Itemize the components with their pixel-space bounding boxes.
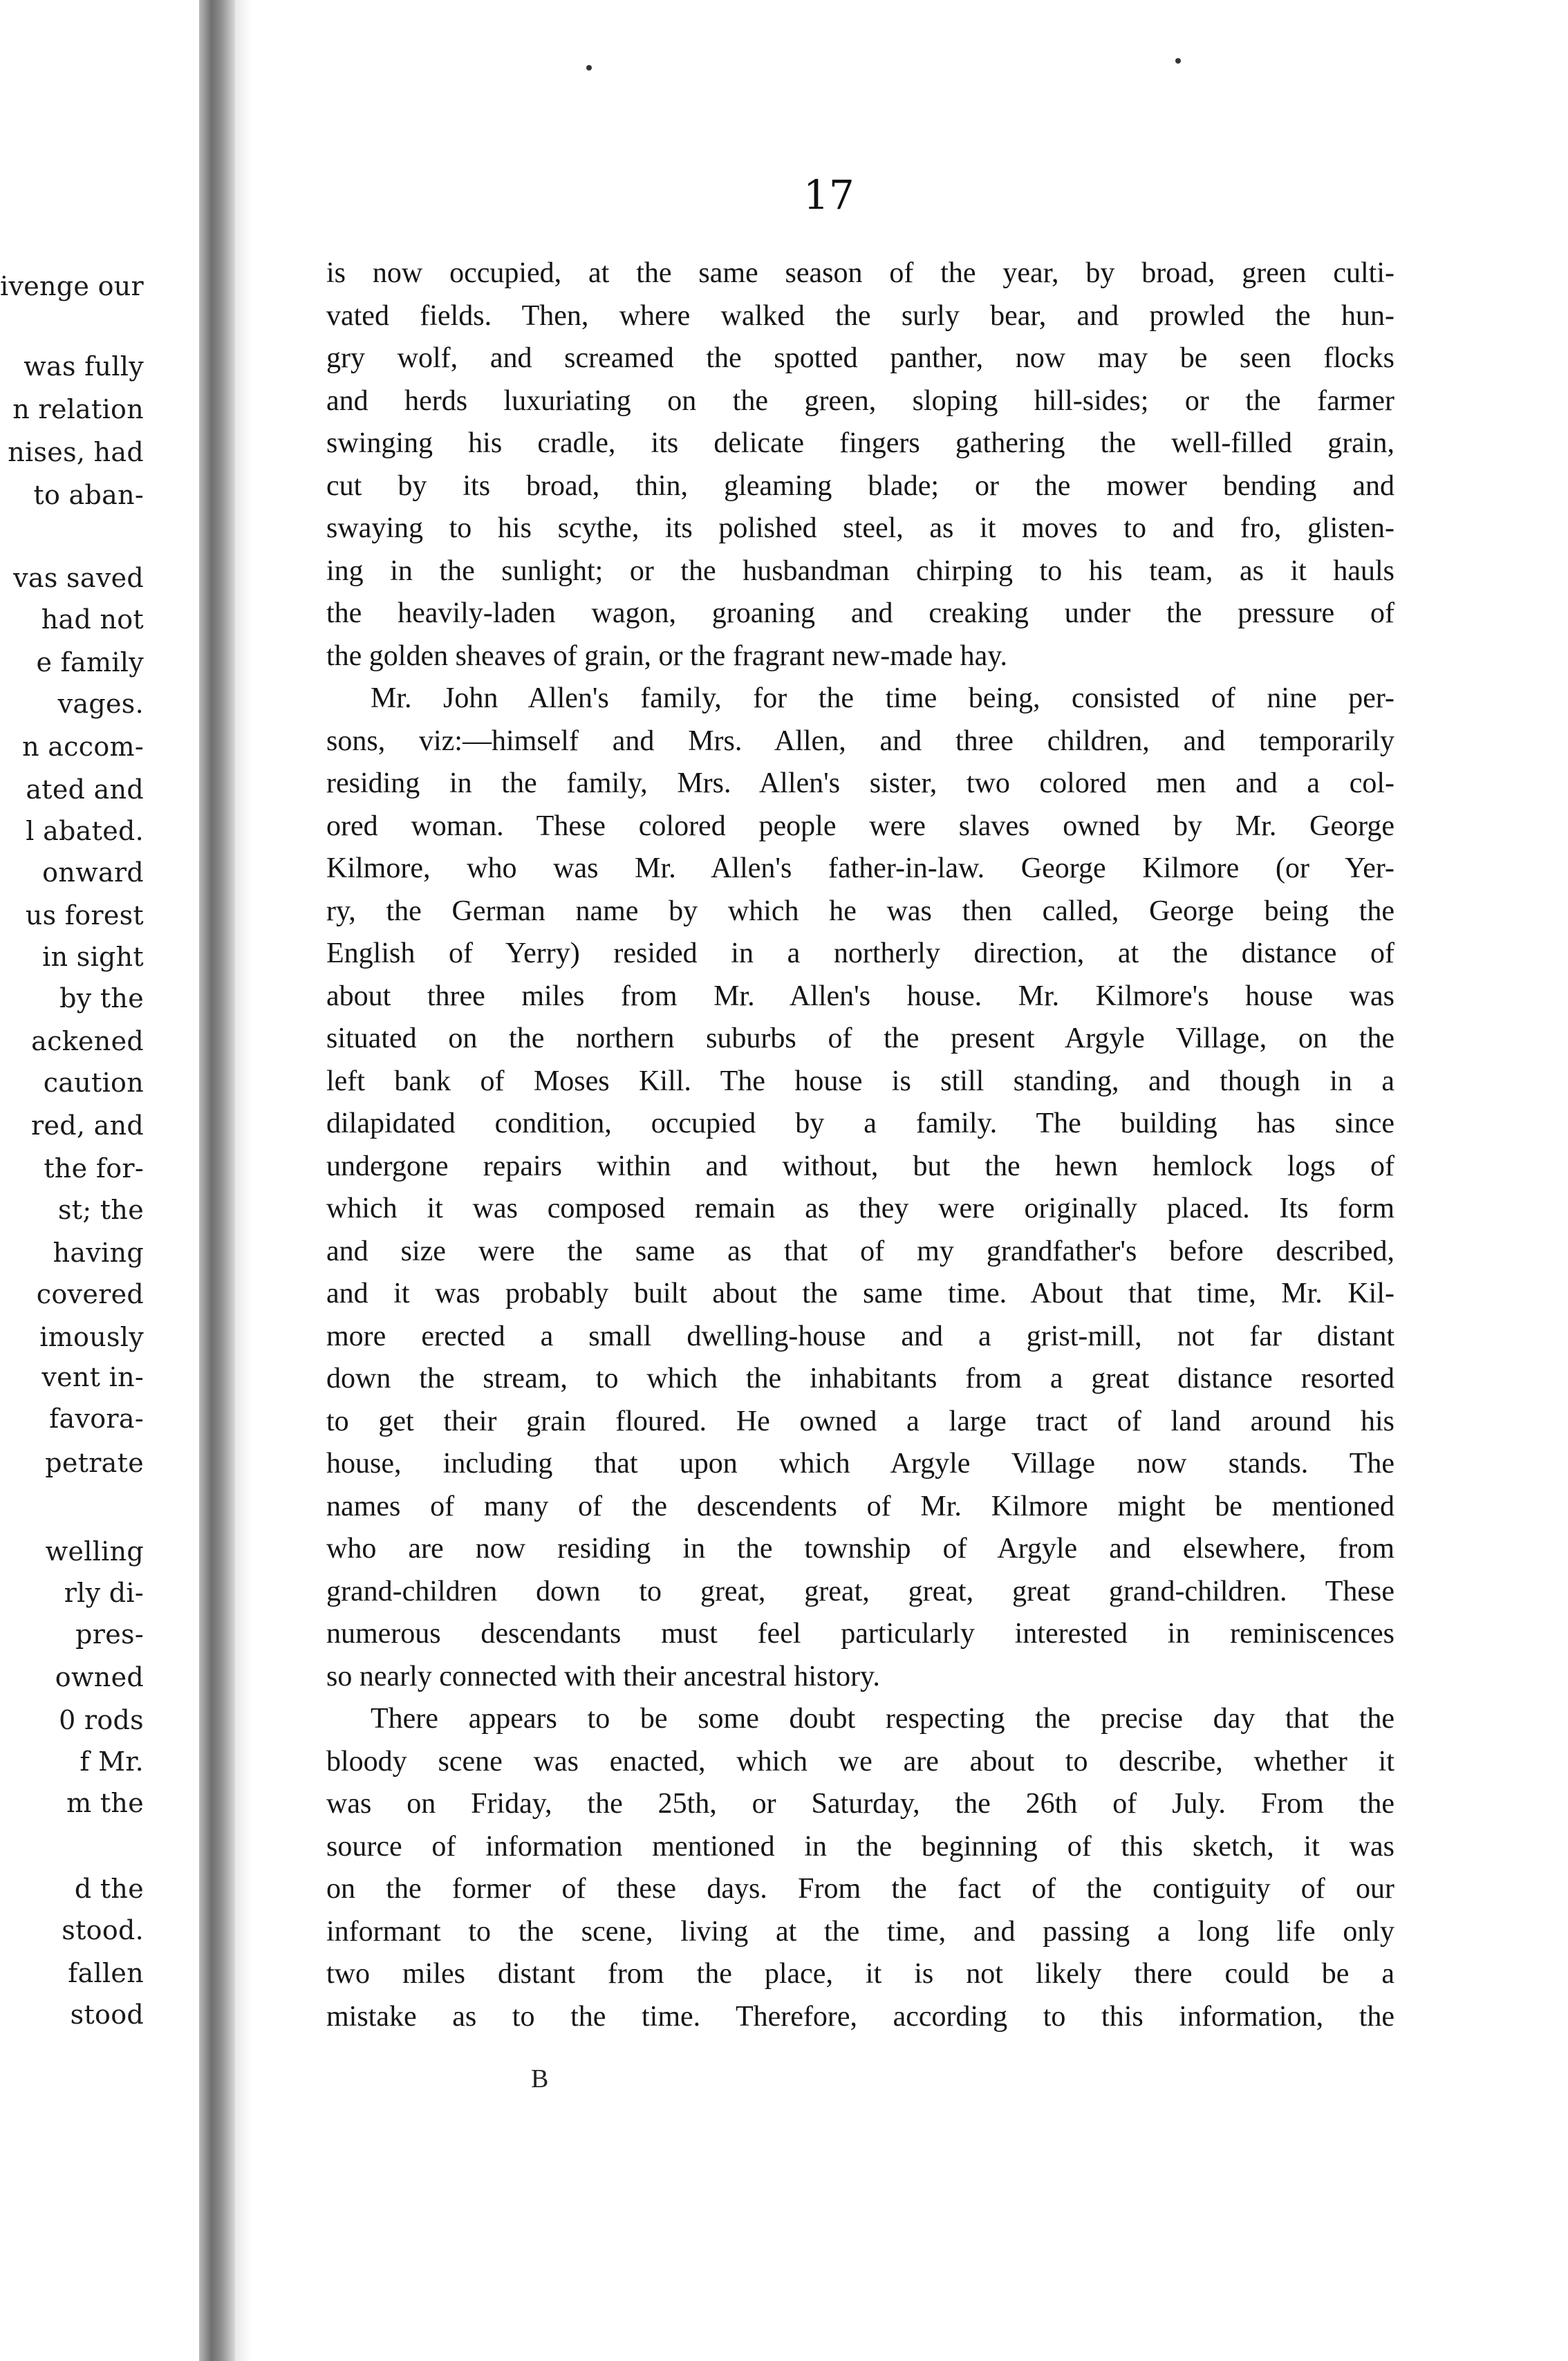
body-line: was on Friday, the 25th, or Saturday, the 26th of July. From the: [326, 1788, 1394, 1820]
page-number: 17: [803, 171, 855, 218]
body-line: about three miles from Mr. Allen's house. Mr. Kilmore's house was: [326, 980, 1394, 1012]
left-page-line: vages.: [57, 689, 144, 719]
left-page-line: nises, had: [8, 437, 144, 467]
left-page-line: favora-: [49, 1403, 144, 1434]
body-line: vated fields. Then, where walked the surly bear, and prowled the hun-: [326, 300, 1394, 332]
signature-mark: B: [531, 2064, 549, 2093]
left-page-line: imously: [39, 1322, 144, 1352]
left-page-line: to aban-: [33, 480, 144, 510]
body-line: the golden sheaves of grain, or the fragrant new-made hay.: [326, 640, 1008, 672]
left-page-line: petrate: [45, 1448, 144, 1478]
body-line: source of information mentioned in the beginning of this sketch, it was: [326, 1831, 1394, 1863]
left-page-line: n accom-: [22, 731, 144, 762]
body-line: English of Yerry) resided in a northerly direction, at the distance of: [326, 937, 1394, 969]
body-line: ry, the German name by which he was then called, George being the: [326, 895, 1394, 927]
body-line: bloody scene was enacted, which we are about to describe, whether it: [326, 1746, 1394, 1777]
left-page-line: us forest: [25, 900, 144, 931]
body-line: numerous descendants must feel particularly interested in reminiscences: [326, 1618, 1394, 1650]
body-line: swinging his cradle, its delicate fingers gathering the well-filled grain,: [326, 427, 1394, 459]
body-line: undergone repairs within and without, but the hewn hemlock logs of: [326, 1150, 1394, 1182]
left-page-line: ivenge our: [0, 271, 144, 301]
left-page-fragment: [0, 0, 147, 2361]
body-line: sons, viz:—himself and Mrs. Allen, and three children, and temporarily: [326, 725, 1394, 757]
left-page-line: owned: [55, 1662, 144, 1692]
body-line: the heavily-laden wagon, groaning and creaking under the pressure of: [326, 597, 1394, 629]
left-page-line: ackened: [31, 1026, 144, 1056]
body-line: There appears to be some doubt respecting the precise day that the: [371, 1703, 1394, 1735]
left-page-line: red, and: [31, 1110, 144, 1141]
body-line: so nearly connected with their ancestral history.: [326, 1661, 880, 1692]
left-page-line: f Mr.: [80, 1746, 144, 1777]
left-page-line: vent in-: [41, 1362, 144, 1392]
body-line: grand-children down to great, great, great, great grand-children. These: [326, 1576, 1394, 1607]
ink-speck: [1175, 58, 1181, 64]
left-page-line: pres-: [75, 1619, 144, 1650]
body-line: down the stream, to which the inhabitants from a great distance resorted: [326, 1363, 1394, 1394]
left-page-line: onward: [42, 857, 144, 888]
body-line: house, including that upon which Argyle Village now stands. The: [326, 1448, 1394, 1480]
ink-speck: [586, 65, 592, 71]
left-page-line: the for-: [44, 1153, 144, 1184]
left-page-line: 0 rods: [59, 1705, 144, 1735]
left-page-line: having: [53, 1238, 144, 1268]
left-page-line: fallen: [68, 1958, 144, 1988]
left-page-line: vas saved: [13, 563, 144, 593]
left-page-line: d the: [74, 1874, 144, 1904]
binding-gutter: [199, 0, 235, 2361]
left-page-line: in sight: [42, 942, 144, 972]
body-line: dilapidated condition, occupied by a family. The building has since: [326, 1108, 1394, 1139]
body-line: on the former of these days. From the fact of the contiguity of our: [326, 1873, 1394, 1905]
left-page-line: n relation: [12, 394, 144, 424]
body-line: Kilmore, who was Mr. Allen's father-in-law. George Kilmore (or Yer-: [326, 852, 1394, 884]
body-line: and herds luxuriating on the green, sloping hill-sides; or the farmer: [326, 385, 1394, 417]
body-line: names of many of the descendents of Mr. Kilmore might be mentioned: [326, 1491, 1394, 1522]
body-line: and it was probably built about the same time. About that time, Mr. Kil-: [326, 1278, 1394, 1309]
left-page-line: welling: [45, 1536, 144, 1567]
body-line: mistake as to the time. Therefore, according to this information, the: [326, 2001, 1394, 2033]
body-line: to get their grain floured. He owned a large tract of land around his: [326, 1406, 1394, 1437]
body-line: ing in the sunlight; or the husbandman chirping to his team, as it hauls: [326, 555, 1394, 587]
left-page-line: stood.: [62, 1915, 144, 1945]
left-page-line: stood: [70, 1999, 144, 2030]
body-line: cut by its broad, thin, gleaming blade; or the mower bending and: [326, 470, 1394, 502]
body-line: who are now residing in the township of Argyle and elsewhere, from: [326, 1533, 1394, 1565]
left-page-line: rly di-: [64, 1578, 144, 1608]
binding-gutter-edge: [235, 0, 252, 2361]
body-line: ored woman. These colored people were slaves owned by Mr. George: [326, 810, 1394, 842]
left-page-line: e family: [36, 647, 144, 678]
body-line: situated on the northern suburbs of the present Argyle Village, on the: [326, 1023, 1394, 1054]
left-page-line: by the: [59, 983, 144, 1014]
body-line: Mr. John Allen's family, for the time being, consisted of nine per-: [371, 682, 1394, 714]
body-line: gry wolf, and screamed the spotted panther, now may be seen flocks: [326, 342, 1394, 374]
body-line: swaying to his scythe, its polished steel, as it moves to and fro, glisten-: [326, 512, 1394, 544]
body-line: which it was composed remain as they were originally placed. Its form: [326, 1193, 1394, 1224]
left-page-line: covered: [36, 1279, 144, 1309]
body-line: more erected a small dwelling-house and a grist-mill, not far distant: [326, 1321, 1394, 1352]
body-line: informant to the scene, living at the time, and passing a long life only: [326, 1916, 1394, 1948]
left-page-line: l abated.: [26, 816, 144, 846]
left-page-line: was fully: [24, 351, 144, 382]
left-page-line: st; the: [58, 1195, 144, 1225]
left-page-line: caution: [43, 1067, 144, 1098]
body-line: residing in the family, Mrs. Allen's sister, two colored men and a col-: [326, 767, 1394, 799]
left-page-line: ated and: [26, 774, 144, 805]
left-page-line: m the: [66, 1788, 144, 1818]
body-line: left bank of Moses Kill. The house is still standing, and though in a: [326, 1065, 1394, 1097]
body-line: and size were the same as that of my grandfather's before described,: [326, 1235, 1394, 1267]
left-page-line: had not: [41, 604, 144, 635]
body-line: is now occupied, at the same season of the year, by broad, green culti-: [326, 257, 1394, 289]
body-line: two miles distant from the place, it is not likely there could be a: [326, 1958, 1394, 1990]
